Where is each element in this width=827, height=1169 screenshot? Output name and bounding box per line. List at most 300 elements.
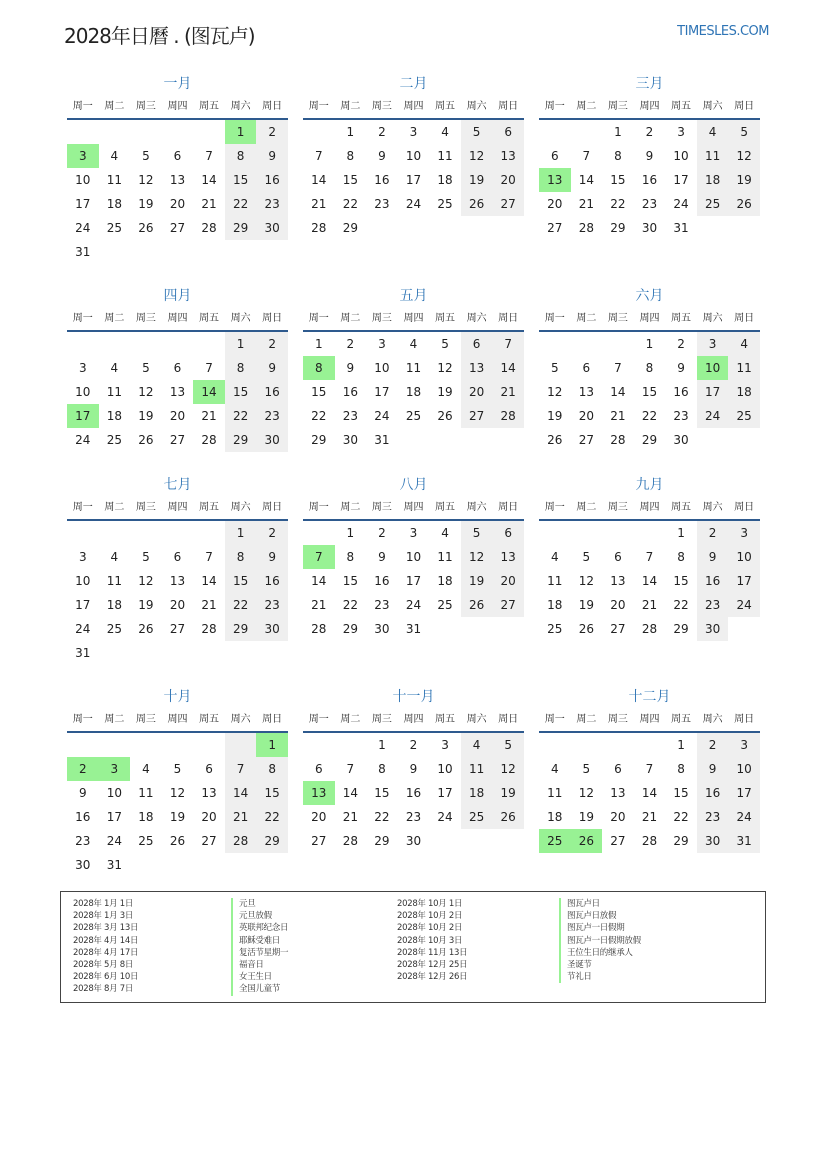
day-grid — [303, 120, 524, 240]
day-cell: 19 — [547, 409, 563, 423]
legend-holiday-name: 图瓦卢日 — [559, 898, 641, 910]
empty-cell — [130, 853, 162, 877]
month-title: 十一月 — [392, 689, 435, 705]
day-cell: 10 — [405, 149, 422, 163]
day-cell: 2 — [697, 733, 729, 757]
empty-cell — [303, 120, 335, 144]
month-title: 八月 — [399, 477, 428, 493]
day-cell: 19 — [461, 168, 493, 192]
month-block — [67, 72, 288, 264]
empty-cell — [492, 617, 524, 641]
day-cell: 24 — [405, 598, 422, 612]
day-cell: 24 — [75, 433, 91, 447]
weekday-label: 周三 — [607, 313, 628, 324]
day-cell: 22 — [610, 197, 626, 211]
day-cell: 1 — [346, 526, 355, 540]
weekday-label: 周五 — [435, 101, 456, 112]
weekday-label: 周一 — [308, 502, 329, 513]
day-cell: 1 — [645, 337, 654, 351]
day-cell: 2 — [409, 738, 418, 752]
legend-holiday-name: 英联邦纪念日 — [231, 922, 288, 934]
empty-cell — [602, 332, 634, 356]
day-cell: 2 — [256, 120, 288, 144]
day-cell: 23 — [405, 810, 422, 824]
day-cell: 5 — [582, 550, 591, 564]
weekday-header — [303, 497, 524, 521]
weekday-label: 周五 — [199, 101, 220, 112]
legend-date: 2028年 10月 1日 — [397, 899, 463, 909]
month-block — [539, 685, 760, 853]
empty-cell — [193, 521, 225, 545]
day-cell: 4 — [728, 332, 760, 356]
weekday-label: 周日 — [262, 313, 283, 324]
day-cell: 25 — [437, 598, 453, 612]
day-cell: 15 — [342, 173, 358, 187]
month-title: 十月 — [163, 689, 192, 705]
day-cell: 26 — [492, 805, 524, 829]
day-cell: 8 — [303, 356, 335, 380]
day-cell: 15 — [610, 173, 626, 187]
legend-holiday-name: 王位生日的继承人 — [559, 947, 641, 959]
weekday-label: 周四 — [639, 101, 660, 112]
day-cell: 18 — [138, 810, 154, 824]
day-cell: 29 — [342, 622, 358, 636]
legend-date: 2028年 11月 13日 — [397, 947, 468, 958]
day-cell: 22 — [342, 197, 358, 211]
day-cell: 26 — [169, 834, 186, 848]
day-cell: 22 — [673, 598, 689, 612]
day-cell: 20 — [201, 810, 217, 824]
weekday-label: 周二 — [340, 714, 361, 725]
day-cell: 10 — [75, 173, 91, 187]
day-cell: 22 — [225, 593, 257, 617]
weekday-header — [67, 96, 288, 120]
day-cell: 8 — [346, 149, 355, 163]
day-cell: 4 — [550, 762, 559, 776]
day-cell: 15 — [374, 786, 390, 800]
day-cell: 4 — [110, 149, 119, 163]
day-cell: 21 — [578, 197, 594, 211]
weekday-label: 周六 — [702, 313, 723, 324]
empty-cell — [67, 332, 99, 356]
day-cell: 9 — [256, 144, 288, 168]
day-cell: 11 — [138, 786, 154, 800]
empty-cell — [225, 641, 257, 665]
day-cell: 5 — [441, 337, 449, 351]
day-cell: 11 — [461, 757, 493, 781]
empty-cell — [130, 332, 162, 356]
day-cell: 24 — [75, 622, 91, 636]
empty-cell — [492, 428, 524, 452]
day-cell: 2 — [256, 521, 288, 545]
day-cell: 22 — [342, 598, 358, 612]
legend-dates-col-1 — [73, 898, 138, 996]
day-cell: 10 — [75, 574, 91, 588]
day-cell: 21 — [641, 810, 658, 824]
day-cell: 11 — [728, 356, 760, 380]
day-cell: 1 — [225, 332, 257, 356]
day-cell: 23 — [256, 192, 288, 216]
day-cell: 25 — [437, 197, 453, 211]
empty-cell — [162, 733, 194, 757]
day-cell: 28 — [641, 834, 658, 848]
day-cell: 13 — [539, 168, 571, 192]
day-cell: 26 — [437, 409, 453, 423]
day-cell: 13 — [461, 356, 493, 380]
day-cell: 10 — [697, 356, 729, 380]
empty-cell — [697, 428, 729, 452]
weekday-label: 周六 — [702, 101, 723, 112]
day-cell: 29 — [374, 834, 390, 848]
weekday-label: 周一 — [544, 101, 565, 112]
day-cell: 13 — [201, 786, 217, 800]
day-cell: 18 — [437, 173, 453, 187]
day-cell: 18 — [437, 574, 453, 588]
empty-cell — [99, 240, 131, 264]
day-cell: 4 — [697, 120, 729, 144]
weekday-label: 周二 — [576, 313, 597, 324]
weekday-label: 周五 — [671, 313, 692, 324]
empty-cell — [697, 216, 729, 240]
day-cell: 14 — [641, 574, 658, 588]
day-cell: 17 — [75, 598, 91, 612]
legend-date: 2028年 4月 14日 — [73, 935, 139, 946]
day-cell: 6 — [614, 550, 622, 564]
day-cell: 20 — [610, 810, 626, 824]
empty-cell — [193, 332, 225, 356]
day-grid — [539, 332, 760, 452]
day-cell: 1 — [256, 733, 288, 757]
weekday-label: 周三 — [607, 502, 628, 513]
day-cell: 22 — [311, 409, 327, 423]
weekday-header — [67, 308, 288, 332]
day-cell: 29 — [225, 617, 257, 641]
day-cell: 5 — [142, 361, 150, 375]
weekday-label: 周一 — [544, 313, 565, 324]
day-cell: 6 — [173, 149, 182, 163]
day-cell: 29 — [673, 622, 689, 636]
day-grid — [67, 120, 288, 264]
weekday-label: 周六 — [702, 714, 723, 725]
day-cell: 12 — [138, 574, 154, 588]
day-cell: 15 — [673, 786, 689, 800]
day-cell: 1 — [677, 738, 685, 752]
day-cell: 17 — [697, 380, 729, 404]
month-title: 十二月 — [628, 689, 671, 705]
day-cell: 12 — [547, 385, 563, 399]
empty-cell — [130, 733, 162, 757]
day-cell: 19 — [728, 168, 760, 192]
day-cell: 19 — [138, 409, 154, 423]
legend-date: 2028年 8月 7日 — [73, 984, 134, 995]
day-cell: 16 — [342, 385, 358, 399]
empty-cell — [539, 733, 571, 757]
weekday-label: 周二 — [104, 502, 125, 513]
weekday-label: 周三 — [135, 313, 156, 324]
day-cell: 24 — [673, 197, 689, 211]
day-cell: 10 — [374, 361, 390, 375]
day-cell: 31 — [405, 622, 422, 636]
weekday-label: 周二 — [340, 502, 361, 513]
weekday-label: 周四 — [403, 714, 424, 725]
day-cell: 16 — [673, 385, 689, 399]
weekday-label: 周日 — [262, 502, 283, 513]
empty-cell — [67, 733, 99, 757]
day-cell: 9 — [346, 361, 355, 375]
day-cell: 19 — [437, 385, 453, 399]
day-cell: 17 — [437, 786, 453, 800]
day-cell: 9 — [645, 149, 654, 163]
day-cell: 19 — [138, 197, 154, 211]
legend-holiday-name: 福音日 — [231, 959, 288, 971]
day-cell: 14 — [193, 380, 225, 404]
day-cell: 13 — [578, 385, 594, 399]
day-cell: 7 — [205, 361, 213, 375]
day-cell: 22 — [225, 404, 257, 428]
day-cell: 6 — [614, 762, 622, 776]
weekday-label: 周三 — [371, 101, 392, 112]
day-cell: 24 — [374, 409, 390, 423]
empty-cell — [461, 617, 493, 641]
day-cell: 18 — [106, 197, 122, 211]
day-cell: 27 — [169, 433, 186, 447]
empty-cell — [492, 829, 524, 853]
day-cell: 31 — [374, 433, 390, 447]
weekday-label: 周日 — [498, 313, 519, 324]
weekday-label: 周二 — [576, 714, 597, 725]
weekday-label: 周三 — [371, 502, 392, 513]
weekday-label: 周一 — [308, 313, 329, 324]
day-cell: 23 — [374, 197, 390, 211]
legend-holiday-name: 耶稣受难日 — [231, 935, 288, 947]
day-cell: 20 — [610, 598, 626, 612]
day-cell: 14 — [311, 574, 327, 588]
month-block — [67, 284, 288, 452]
weekday-label: 周六 — [230, 502, 251, 513]
weekday-label: 周四 — [639, 502, 660, 513]
day-cell: 28 — [311, 622, 327, 636]
weekday-label: 周四 — [167, 101, 188, 112]
empty-cell — [256, 641, 288, 665]
legend-date: 2028年 1月 1日 — [73, 899, 134, 909]
weekday-label: 周五 — [435, 502, 456, 513]
weekday-label: 周四 — [403, 101, 424, 112]
day-cell: 16 — [256, 168, 288, 192]
day-cell: 30 — [673, 433, 689, 447]
day-cell: 7 — [314, 149, 323, 163]
empty-cell — [193, 240, 225, 264]
legend-names-col-2 — [559, 898, 641, 983]
empty-cell — [461, 829, 493, 853]
weekday-label: 周三 — [371, 313, 392, 324]
day-cell: 24 — [437, 810, 453, 824]
day-cell: 28 — [610, 433, 626, 447]
day-cell: 24 — [697, 404, 729, 428]
day-cell: 19 — [578, 598, 594, 612]
legend-holiday-name: 图瓦卢日放假 — [559, 910, 641, 922]
day-cell: 17 — [728, 569, 760, 593]
day-cell: 22 — [641, 409, 658, 423]
weekday-header — [539, 709, 760, 733]
empty-cell — [539, 332, 571, 356]
day-cell: 17 — [405, 173, 422, 187]
day-cell: 2 — [378, 526, 386, 540]
day-cell: 9 — [378, 149, 386, 163]
day-cell: 12 — [138, 173, 154, 187]
legend-date: 2028年 6月 10日 — [73, 972, 139, 983]
empty-cell — [366, 216, 398, 240]
day-cell: 16 — [405, 786, 422, 800]
empty-cell — [429, 617, 461, 641]
empty-cell — [225, 853, 257, 877]
day-cell: 5 — [582, 762, 591, 776]
day-cell: 6 — [461, 332, 493, 356]
day-cell: 2 — [677, 337, 685, 351]
day-cell: 11 — [106, 173, 122, 187]
month-title: 三月 — [635, 76, 664, 92]
day-cell: 27 — [311, 834, 327, 848]
month-block — [67, 685, 288, 877]
day-cell: 25 — [106, 622, 122, 636]
weekday-header — [303, 308, 524, 332]
day-cell: 2 — [67, 757, 99, 781]
day-cell: 5 — [461, 120, 493, 144]
weekday-label: 周四 — [403, 313, 424, 324]
day-cell: 27 — [169, 221, 186, 235]
day-cell: 3 — [409, 526, 418, 540]
day-cell: 12 — [461, 144, 493, 168]
day-cell: 15 — [311, 385, 327, 399]
day-cell: 14 — [492, 356, 524, 380]
day-cell: 10 — [106, 786, 122, 800]
day-cell: 14 — [311, 173, 327, 187]
weekday-label: 周一 — [72, 502, 93, 513]
day-cell: 21 — [201, 598, 217, 612]
weekday-label: 周六 — [230, 714, 251, 725]
day-cell: 4 — [461, 733, 493, 757]
day-cell: 19 — [492, 781, 524, 805]
day-cell: 20 — [492, 569, 524, 593]
day-cell: 3 — [441, 738, 449, 752]
day-cell: 25 — [138, 834, 154, 848]
day-cell: 4 — [441, 125, 449, 139]
weekday-label: 周一 — [72, 101, 93, 112]
day-cell: 2 — [346, 337, 355, 351]
day-cell: 17 — [374, 385, 390, 399]
empty-cell — [162, 240, 194, 264]
empty-cell — [256, 853, 288, 877]
legend-holiday-name: 图瓦卢一日假期 — [559, 922, 641, 934]
empty-cell — [130, 120, 162, 144]
day-cell: 25 — [461, 805, 493, 829]
weekday-header — [67, 497, 288, 521]
day-cell: 8 — [677, 762, 685, 776]
day-cell: 13 — [303, 781, 335, 805]
day-cell: 29 — [673, 834, 689, 848]
day-cell: 3 — [728, 521, 760, 545]
empty-cell — [162, 120, 194, 144]
day-cell: 5 — [173, 762, 182, 776]
day-cell: 9 — [697, 545, 729, 569]
month-block — [539, 284, 760, 452]
empty-cell — [539, 521, 571, 545]
brand-link[interactable]: TIMESLES.COM — [677, 24, 769, 39]
empty-cell — [67, 120, 99, 144]
empty-cell — [429, 216, 461, 240]
day-cell: 20 — [169, 598, 186, 612]
day-cell: 30 — [75, 858, 91, 872]
day-grid — [539, 521, 760, 641]
day-cell: 14 — [225, 781, 257, 805]
weekday-label: 周四 — [167, 502, 188, 513]
day-cell: 13 — [169, 385, 186, 399]
day-cell: 28 — [578, 221, 594, 235]
day-cell: 12 — [437, 361, 453, 375]
day-cell: 31 — [75, 245, 91, 259]
empty-cell — [634, 521, 666, 545]
weekday-label: 周日 — [262, 101, 283, 112]
legend-date: 2028年 3月 13日 — [73, 923, 139, 934]
day-cell: 18 — [106, 409, 122, 423]
day-cell: 26 — [578, 622, 594, 636]
day-cell: 7 — [205, 550, 213, 564]
day-grid — [303, 521, 524, 641]
day-cell: 26 — [461, 593, 493, 617]
empty-cell — [99, 641, 131, 665]
weekday-label: 周四 — [639, 313, 660, 324]
day-cell: 18 — [728, 380, 760, 404]
day-cell: 28 — [492, 404, 524, 428]
weekday-label: 周四 — [167, 313, 188, 324]
month-block — [539, 72, 760, 240]
day-cell: 22 — [225, 192, 257, 216]
day-cell: 6 — [492, 521, 524, 545]
day-grid — [539, 733, 760, 853]
day-cell: 30 — [641, 221, 658, 235]
empty-cell — [303, 733, 335, 757]
day-cell: 21 — [641, 598, 658, 612]
day-cell: 6 — [173, 361, 182, 375]
day-cell: 24 — [405, 197, 422, 211]
day-grid — [67, 521, 288, 665]
day-cell: 17 — [405, 574, 422, 588]
day-cell: 14 — [201, 173, 217, 187]
day-cell: 21 — [225, 805, 257, 829]
day-cell: 18 — [106, 598, 122, 612]
month-title: 一月 — [163, 76, 192, 92]
day-cell: 29 — [610, 221, 626, 235]
day-cell: 12 — [461, 545, 493, 569]
weekday-label: 周五 — [671, 101, 692, 112]
weekday-label: 周一 — [544, 714, 565, 725]
weekday-label: 周二 — [340, 101, 361, 112]
day-cell: 21 — [492, 380, 524, 404]
day-cell: 16 — [697, 569, 729, 593]
weekday-label: 周一 — [308, 714, 329, 725]
empty-cell — [193, 641, 225, 665]
day-cell: 6 — [492, 120, 524, 144]
day-cell: 20 — [311, 810, 327, 824]
day-cell: 1 — [378, 738, 386, 752]
day-cell: 26 — [138, 433, 154, 447]
day-cell: 4 — [110, 550, 119, 564]
day-cell: 27 — [461, 404, 493, 428]
day-cell: 9 — [78, 786, 87, 800]
day-cell: 29 — [641, 433, 658, 447]
day-cell: 7 — [303, 545, 335, 569]
day-cell: 9 — [677, 361, 685, 375]
day-cell: 27 — [492, 593, 524, 617]
